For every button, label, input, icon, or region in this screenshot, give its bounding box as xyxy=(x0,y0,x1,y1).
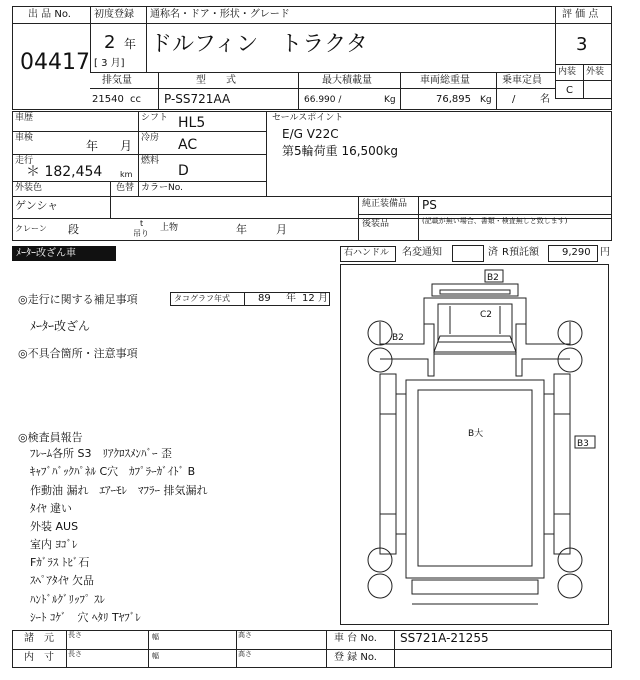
vehicle-diagram xyxy=(340,264,610,626)
aftermarket-note: (記載が無い場合、書類・検査無しと致します) xyxy=(422,217,568,225)
max-load-unit: Kg xyxy=(384,95,396,105)
mileage: ＊ 182,454 xyxy=(26,164,103,180)
defects-title: ◎不具合箇所・注意事項 xyxy=(18,347,138,360)
inspector-line: 室内 ﾖｺﾞﾚ xyxy=(30,538,78,551)
interior-dims-label: 内 寸 xyxy=(24,652,54,663)
mileage-label: 走行 xyxy=(15,156,34,166)
fuel-label: 燃料 xyxy=(141,156,160,166)
damage-label: C2 xyxy=(480,310,493,320)
damage-label: B2 xyxy=(392,333,404,343)
capacity: / xyxy=(512,94,516,105)
shift-label: シフト xyxy=(141,113,169,123)
inspector-line: 外装 AUS xyxy=(30,520,79,533)
exterior-label: 外装 xyxy=(586,67,605,77)
interior-label: 内装 xyxy=(558,67,577,77)
meter-tamper-flag: ﾒｰﾀｰ改ざん車 xyxy=(16,248,76,259)
shift: HL5 xyxy=(178,115,206,131)
tachograph-month: 12 xyxy=(302,293,315,304)
fuel: D xyxy=(178,163,189,179)
gvw-label: 車両総重量 xyxy=(420,75,470,86)
dims-label: 諸 元 xyxy=(24,633,54,644)
color-no-label: カラーNo. xyxy=(141,183,183,193)
name-change-box xyxy=(452,245,484,262)
displacement: 21540 xyxy=(92,94,124,105)
inspector-line: 作動油 漏れ ｴｱｰﾓﾚ ﾏﾌﾗｰ 排気漏れ xyxy=(30,484,208,497)
reg-label: 登 録 No. xyxy=(334,652,377,663)
running-notes-title: ◎走行に関する補足事項 xyxy=(18,293,138,306)
width-label: 幅 xyxy=(152,633,159,641)
type-label: 型 式 xyxy=(196,75,236,86)
capacity-label: 乗車定員 xyxy=(502,75,542,86)
model-name: ドルフィン トラクタ xyxy=(150,32,368,57)
capacity-unit: 名 xyxy=(540,94,550,105)
inspector-title: ◎検査員報告 xyxy=(18,431,83,444)
first-reg-month: [ 3 月] xyxy=(94,58,125,69)
crane-label: クレーン xyxy=(15,224,47,233)
inspector-line: ﾊﾝﾄﾞﾙｸﾞﾘｯﾌﾟ ｽﾚ xyxy=(30,593,105,606)
length-label: 長さ xyxy=(68,650,82,658)
running-notes-text: ﾒｰﾀｰ改ざん xyxy=(30,319,91,333)
recycle-unit: 円 xyxy=(600,247,610,258)
displacement-unit: cc xyxy=(130,94,141,105)
inspector-line: ﾌﾚｰﾑ各所 S3 ﾘｱｸﾛｽﾒﾝﾊﾞｰ 歪 xyxy=(30,447,172,460)
body-color: ゲンシャ xyxy=(15,199,59,212)
length-label: 長さ xyxy=(68,631,82,639)
sales-point-line: E/G V22C xyxy=(282,127,339,141)
max-load: 66.990 / xyxy=(304,95,342,105)
inspector-line: Fｶﾞﾗｽ ﾄﾋﾞ石 xyxy=(30,556,90,569)
history-label: 車歴 xyxy=(15,113,34,123)
tachograph-year-unit: 年 xyxy=(286,293,296,304)
name-change-label: 名変通知 xyxy=(402,247,442,258)
inspector-line: ｽﾍﾟｱﾀｲﾔ 欠品 xyxy=(30,574,94,587)
sales-point-line: 第5輪荷重 16,500kg xyxy=(282,144,399,158)
first-reg-label: 初度登録 xyxy=(94,9,134,20)
lot-no-label: 出 品 No. xyxy=(28,9,71,20)
tachograph-label: タコグラフ年式 xyxy=(174,294,230,303)
model-type: P-SS721AA xyxy=(164,92,231,106)
gvw: 76,895 xyxy=(436,94,471,105)
sales-point-label: セールスポイント xyxy=(272,113,344,123)
mount-month: 月 xyxy=(276,223,287,236)
chassis-label: 車 台 No. xyxy=(334,633,377,644)
recycle-label: R預託額 xyxy=(502,247,539,258)
damage-label: B3 xyxy=(577,439,589,449)
inspection-month-unit: 月 xyxy=(120,139,133,153)
crane-t: t xyxy=(140,219,144,228)
damage-label: B大 xyxy=(468,429,484,439)
first-reg-year: 2 xyxy=(104,32,116,53)
right-handle: 右ハンドル xyxy=(344,248,390,258)
inspector-line: ｼｰﾄ ｺｹﾞ 穴 ﾍﾀﾘ Tﾔﾌﾞﾚ xyxy=(30,611,141,624)
overall-grade: 3 xyxy=(576,34,588,55)
height-label: 高さ xyxy=(238,631,252,639)
genuine-equipment: PS xyxy=(422,198,437,212)
recycle-value: 9,290 xyxy=(562,247,591,258)
inspector-line: ｷｬﾌﾞﾊﾞｯｸﾊﾟﾈﾙ C穴 ｶﾌﾟﾗｰｶﾞｲﾄﾞ B xyxy=(30,465,196,478)
ac-label: 冷房 xyxy=(141,133,160,143)
max-load-label: 最大積載量 xyxy=(322,75,372,86)
width-label: 幅 xyxy=(152,652,159,660)
interior-grade: C xyxy=(566,85,573,96)
aftermarket-label: 後装品 xyxy=(362,219,390,229)
damage-label: B2 xyxy=(487,273,499,283)
grade-label: 評 価 点 xyxy=(562,9,599,20)
crane-stage: 段 xyxy=(68,223,79,236)
inspector-line: ﾀｲﾔ 違い xyxy=(30,502,72,515)
mileage-unit: km xyxy=(120,170,133,179)
tachograph-year: 89 xyxy=(258,293,271,304)
displacement-label: 排気量 xyxy=(102,75,132,86)
ac: AC xyxy=(178,137,198,153)
inspection-label: 車検 xyxy=(15,133,34,143)
inspection-year-unit: 年 xyxy=(86,139,99,153)
gvw-unit: Kg xyxy=(480,95,492,105)
mount-label: 上物 xyxy=(160,223,179,233)
height-label: 高さ xyxy=(238,650,252,658)
crane-lift: 吊り xyxy=(133,229,149,238)
done-mark: 済 xyxy=(488,247,498,258)
model-name-label: 通称名・ドア・形状・グレード xyxy=(150,9,290,20)
genuine-equipment-label: 純正装備品 xyxy=(362,199,408,209)
lot-no: 04417 xyxy=(20,50,90,75)
color-change-label: 色替 xyxy=(116,183,135,193)
first-reg-year-unit: 年 xyxy=(124,37,137,51)
mount-year: 年 xyxy=(236,223,247,236)
tachograph-month-unit: 月 xyxy=(318,293,328,304)
chassis-no: SS721A-21255 xyxy=(400,631,489,645)
color-label: 外装色 xyxy=(15,183,43,193)
